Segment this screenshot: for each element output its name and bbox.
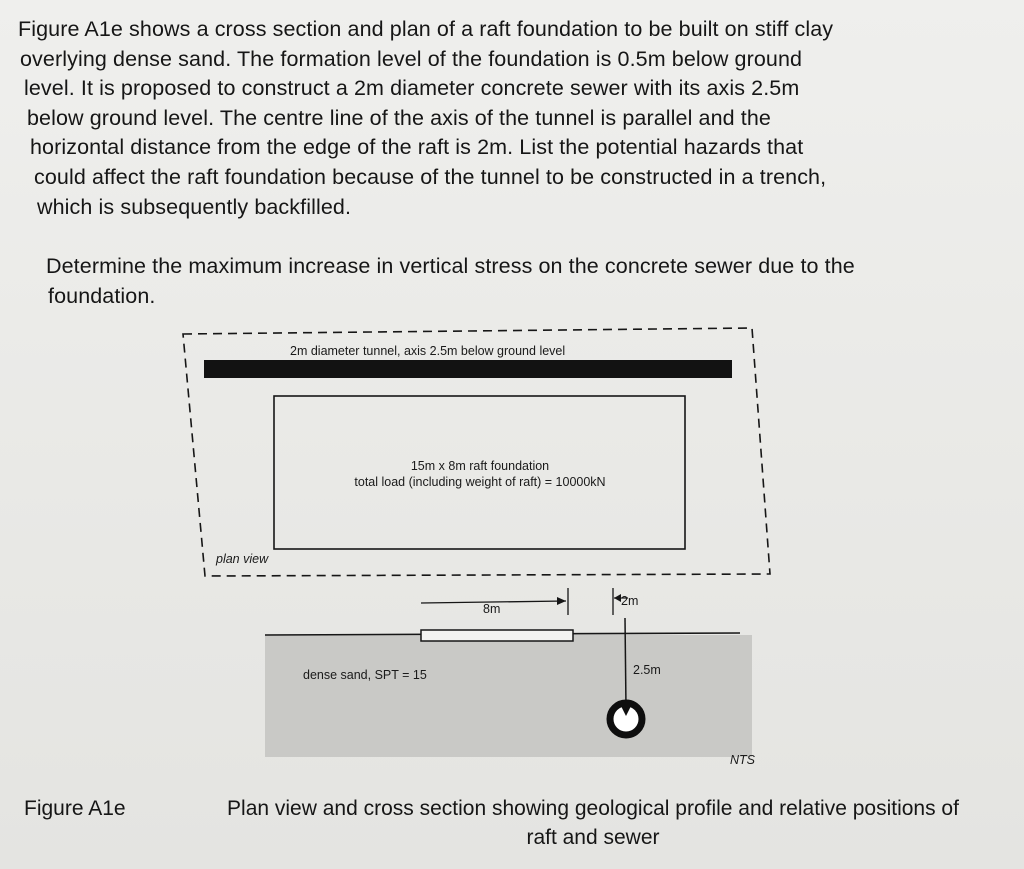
sewer-axis-line — [625, 618, 626, 708]
question-line: Figure A1e shows a cross section and plan of a raft foundation to be built on stiff clay — [18, 17, 834, 41]
question-line: overlying dense sand. The formation level of the foundation is 0.5m below ground — [20, 46, 803, 71]
tunnel-label: 2m diameter tunnel, axis 2.5m below ground level — [290, 344, 566, 358]
depth-label: 2.5m — [633, 663, 661, 677]
question-line: could affect the raft foundation because of the tunnel to be constructed in a trench, — [34, 164, 827, 189]
offset-arrow-head — [614, 594, 621, 602]
nts-label: NTS — [730, 753, 755, 767]
tunnel-plan-bar — [204, 360, 732, 378]
plan-view — [183, 328, 770, 576]
question-line: Determine the maximum increase in vertical stress on the concrete sewer due to the — [46, 254, 855, 278]
raft-section — [421, 630, 573, 641]
caption-text — [168, 794, 1018, 852]
raft-label-line2: total load (including weight of raft) = 10000kN — [354, 475, 606, 489]
caption-label: Figure A1e — [24, 797, 126, 820]
offset-label: 2m — [621, 594, 639, 608]
caption-line: raft and sewer — [526, 826, 660, 849]
width-label: 8m — [483, 602, 501, 616]
question-line: below ground level. The centre line of the axis of the tunnel is parallel and the — [27, 105, 771, 130]
cross-section — [265, 588, 756, 767]
soil-label: dense sand, SPT = 15 — [303, 668, 427, 682]
caption-line: Plan view and cross section showing geological profile and relative positions of — [227, 797, 959, 820]
question-line: foundation. — [48, 283, 156, 308]
raft-label-line1: 15m x 8m raft foundation — [410, 459, 550, 473]
plan-view-label: plan view — [216, 552, 269, 566]
question-line: level. It is proposed to construct a 2m diameter concrete sewer with its axis 2.5m — [24, 76, 800, 101]
soil-block — [265, 635, 752, 757]
question-line: which is subsequently backfilled. — [37, 194, 352, 219]
question-line: horizontal distance from the edge of the raft is 2m. List the potential hazards that — [30, 135, 804, 160]
width-arrow-head — [557, 597, 566, 605]
